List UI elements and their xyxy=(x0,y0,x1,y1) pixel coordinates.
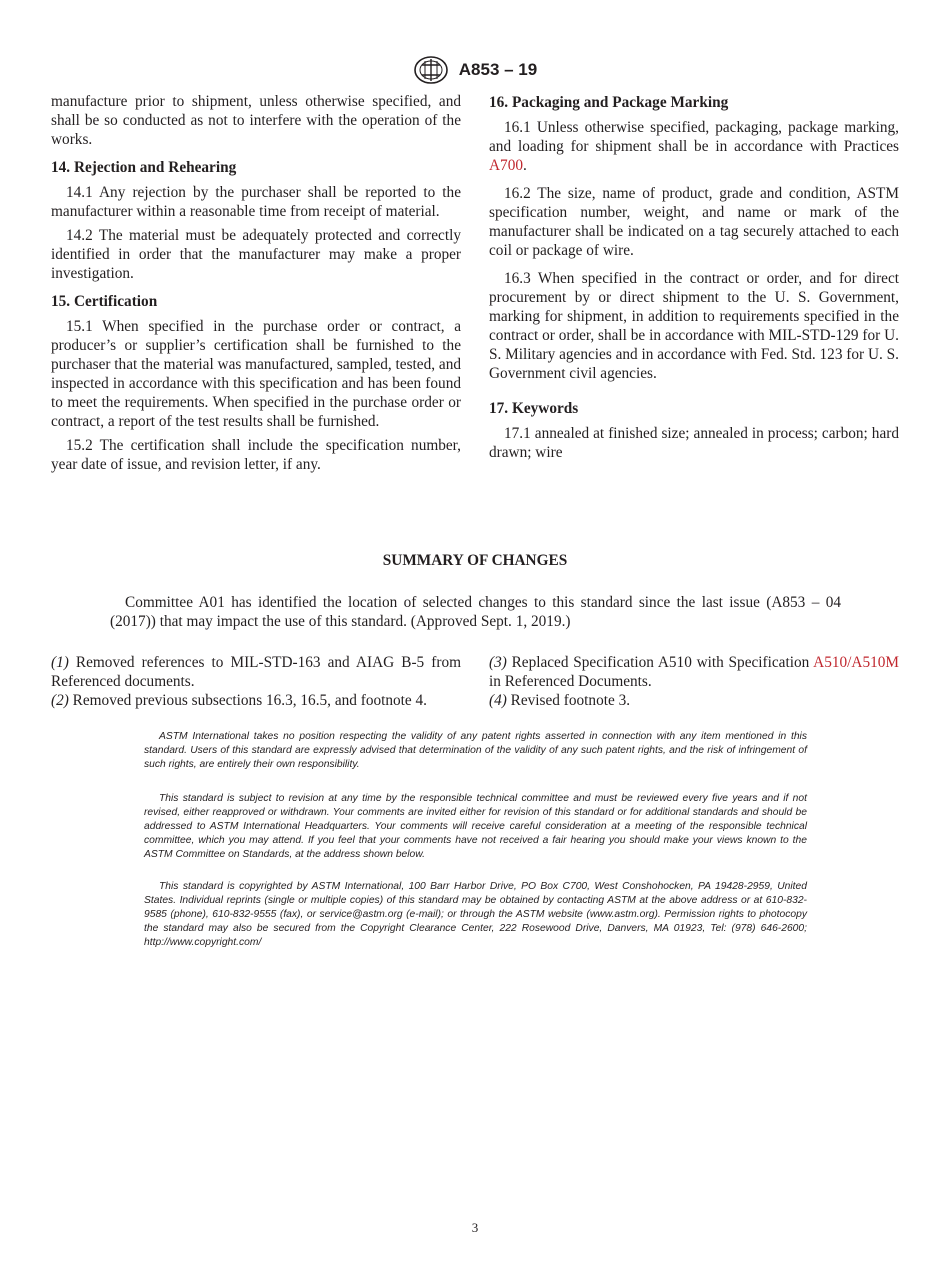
change-item-4 xyxy=(489,691,899,710)
link-a700[interactable]: A700 xyxy=(489,157,523,174)
continued-paragraph: manufacture prior to shipment, unless otherwise specified, and shall be so conducted as not to interfere with the operation of the works. xyxy=(51,93,461,148)
section-16-1 xyxy=(489,118,899,175)
change-2-text: Removed previous subsections 16.3, 16.5, and footnote 4. xyxy=(68,692,427,709)
change-item-2 xyxy=(51,691,461,710)
page-header xyxy=(0,55,950,85)
change-item-1 xyxy=(51,653,461,691)
patent-notice: ASTM International takes no position respecting the validity of any patent rights asserted in connection with any item mentioned in this standard. Users of this standard are expressly advised that determination of the validity of any such patent rights, and the risk of infringement of such rights, are entirely their own responsibility. xyxy=(144,731,807,770)
right-column xyxy=(489,92,899,467)
change-2-number: (2) xyxy=(51,692,69,709)
change-4-text: Revised footnote 3. xyxy=(506,692,631,709)
changes-right xyxy=(489,653,899,710)
section-17-1: 17.1 annealed at finished size; annealed in process; carbon; hard drawn; wire xyxy=(489,425,899,461)
link-a510[interactable]: A510/A510M xyxy=(813,654,899,671)
section-15-heading: 15. Certification xyxy=(51,293,158,310)
copyright-notice: This standard is copyrighted by ASTM International, 100 Barr Harbor Drive, PO Box C700, West Conshohocken, PA 19428-2959, United States. Individual reprints (single or multiple copies) of this standard may be obtained by contacting ASTM at the above address or at 610-832-9585 (phone), 610-832-9555 (fax), or service@astm.org (e-mail); or through the ASTM website (www.astm.org). Permission rights to photocopy the standard may also be secured from the Copyright Clearance Center, 222 Rosewood Drive, Danvers, MA 01923, Tel: (978) 646-2600; http://www.copyright.com/ xyxy=(144,881,807,948)
change-3-end: in Referenced Documents. xyxy=(489,673,652,690)
change-item-3 xyxy=(489,653,899,691)
change-1-number: (1) xyxy=(51,654,69,671)
change-1-text: Removed references to MIL-STD-163 and AIAG B-5 from Referenced documents. xyxy=(51,654,461,690)
section-14-2: 14.2 The material must be adequately protected and correctly identified in order that the manufacturer may make a proper investigation. xyxy=(51,227,461,282)
section-16-3: 16.3 When specified in the contract or order, and for direct procurement by or direct shipment to the U. S. Government, marking for shipment, in addition to requirements specified in the contract or order, shall be in accordance with MIL-STD-129 for U. S. Military agencies and in accordance with Fed. Std. 123 for U. S. Government civil agencies. xyxy=(489,270,899,382)
section-15-1: 15.1 When specified in the purchase order or contract, a producer’s or supplier’s certification shall be furnished to the purchaser that the material was manufactured, sampled, tested, and inspected in accordance with this specification and has been found to meet the requirements. When specified in the purchase order or contract, a report of the test results shall be furnished. xyxy=(51,318,461,430)
changes-left xyxy=(51,653,461,710)
summary-title: SUMMARY OF CHANGES xyxy=(382,552,568,569)
section-16-2: 16.2 The size, name of product, grade and condition, ASTM specification number, weight, and name or mark of the manufacturer shall be indicated on a tag securely attached to each coil or package of wire. xyxy=(489,185,899,259)
section-16-1-text: 16.1 Unless otherwise specified, packaging, package marking, and loading for shipment shall be in accordance with Practices xyxy=(489,119,899,155)
section-16-heading: 16. Packaging and Package Marking xyxy=(489,94,729,111)
section-15-2: 15.2 The certification shall include the specification number, year date of issue, and revision letter, if any. xyxy=(51,437,461,473)
section-14-1: 14.1 Any rejection by the purchaser shall be reported to the manufacturer within a reasonable time from receipt of material. xyxy=(51,184,461,220)
standard-designation: A853 – 19 xyxy=(458,60,538,79)
astm-logo-icon xyxy=(413,55,449,85)
change-3-number: (3) xyxy=(489,654,507,671)
change-4-number: (4) xyxy=(489,692,507,709)
section-17-heading: 17. Keywords xyxy=(489,400,579,417)
left-column xyxy=(51,92,461,479)
change-3-text: Replaced Specification A510 with Specification xyxy=(506,654,814,671)
revision-notice: This standard is subject to revision at any time by the responsible technical committee and must be reviewed every five years and if not revised, either reapproved or withdrawn. Your comments are invited either for revision of this standard or for additional standards and should be addressed to ASTM International Headquarters. Your comments will receive careful consideration at a meeting of the responsible technical committee, which you may attend. If you feel that your comments have not received a fair hearing you should make your views known to the ASTM Committee on Standards, at the address shown below. xyxy=(144,793,807,860)
section-14-heading: 14. Rejection and Rehearing xyxy=(51,159,237,176)
section-16-1-end: . xyxy=(523,157,527,174)
page-number: 3 xyxy=(471,1220,479,1235)
summary-intro: Committee A01 has identified the location of selected changes to this standard since the last issue (A853 – 04 (2017)) that may impact the use of this standard. (Approved Sept. 1, 2019.) xyxy=(110,594,841,630)
